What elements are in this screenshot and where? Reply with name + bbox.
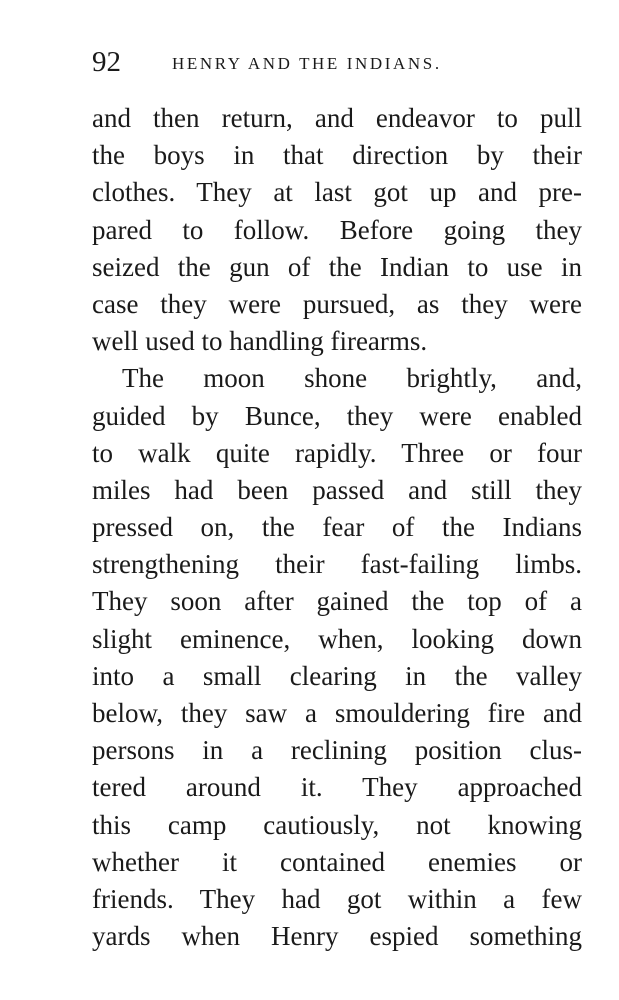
page-number: 92 xyxy=(92,46,121,78)
page-header xyxy=(92,42,582,82)
text-line: case they were pursued, as they were xyxy=(92,288,582,319)
text-line: below, they saw a smouldering fire and xyxy=(92,698,582,728)
text-line: pressed on, the fear of the Indians xyxy=(92,512,582,543)
text-line: miles had been passed and still they xyxy=(92,474,582,505)
text-line: strengthening their fast-failing limbs. xyxy=(92,549,582,580)
text-line: The moon shone brightly, and, xyxy=(122,363,582,394)
text-line: persons in a reclining position clus- xyxy=(92,735,582,766)
text-line: into a small clearing in the valley xyxy=(92,660,582,691)
text-line: friends. They had got within a few xyxy=(92,883,582,914)
text-line: and then return, and endeavor to pull xyxy=(92,103,582,133)
text-line: seized the gun of the Indian to use in xyxy=(92,251,582,282)
body-text xyxy=(92,100,582,955)
text-line: this camp cautiously, not knowing xyxy=(92,809,582,840)
text-line: the boys in that direction by their xyxy=(92,140,582,171)
text-line: clothes. They at last got up and pre- xyxy=(92,177,582,208)
text-line: tered around it. They approached xyxy=(92,772,582,803)
text-line: well used to handling firearms. xyxy=(92,326,428,357)
text-line: yards when Henry espied something xyxy=(92,921,582,952)
text-line: pared to follow. Before going they xyxy=(92,214,582,245)
text-line: guided by Bunce, they were enabled xyxy=(92,400,582,431)
text-line: to walk quite rapidly. Three or four xyxy=(92,437,582,468)
text-line: They soon after gained the top of a xyxy=(92,586,582,617)
text-line: slight eminence, when, looking down xyxy=(92,623,582,654)
text-line: whether it contained enemies or xyxy=(92,846,582,877)
running-head: HENRY AND THE INDIANS. xyxy=(172,54,442,73)
